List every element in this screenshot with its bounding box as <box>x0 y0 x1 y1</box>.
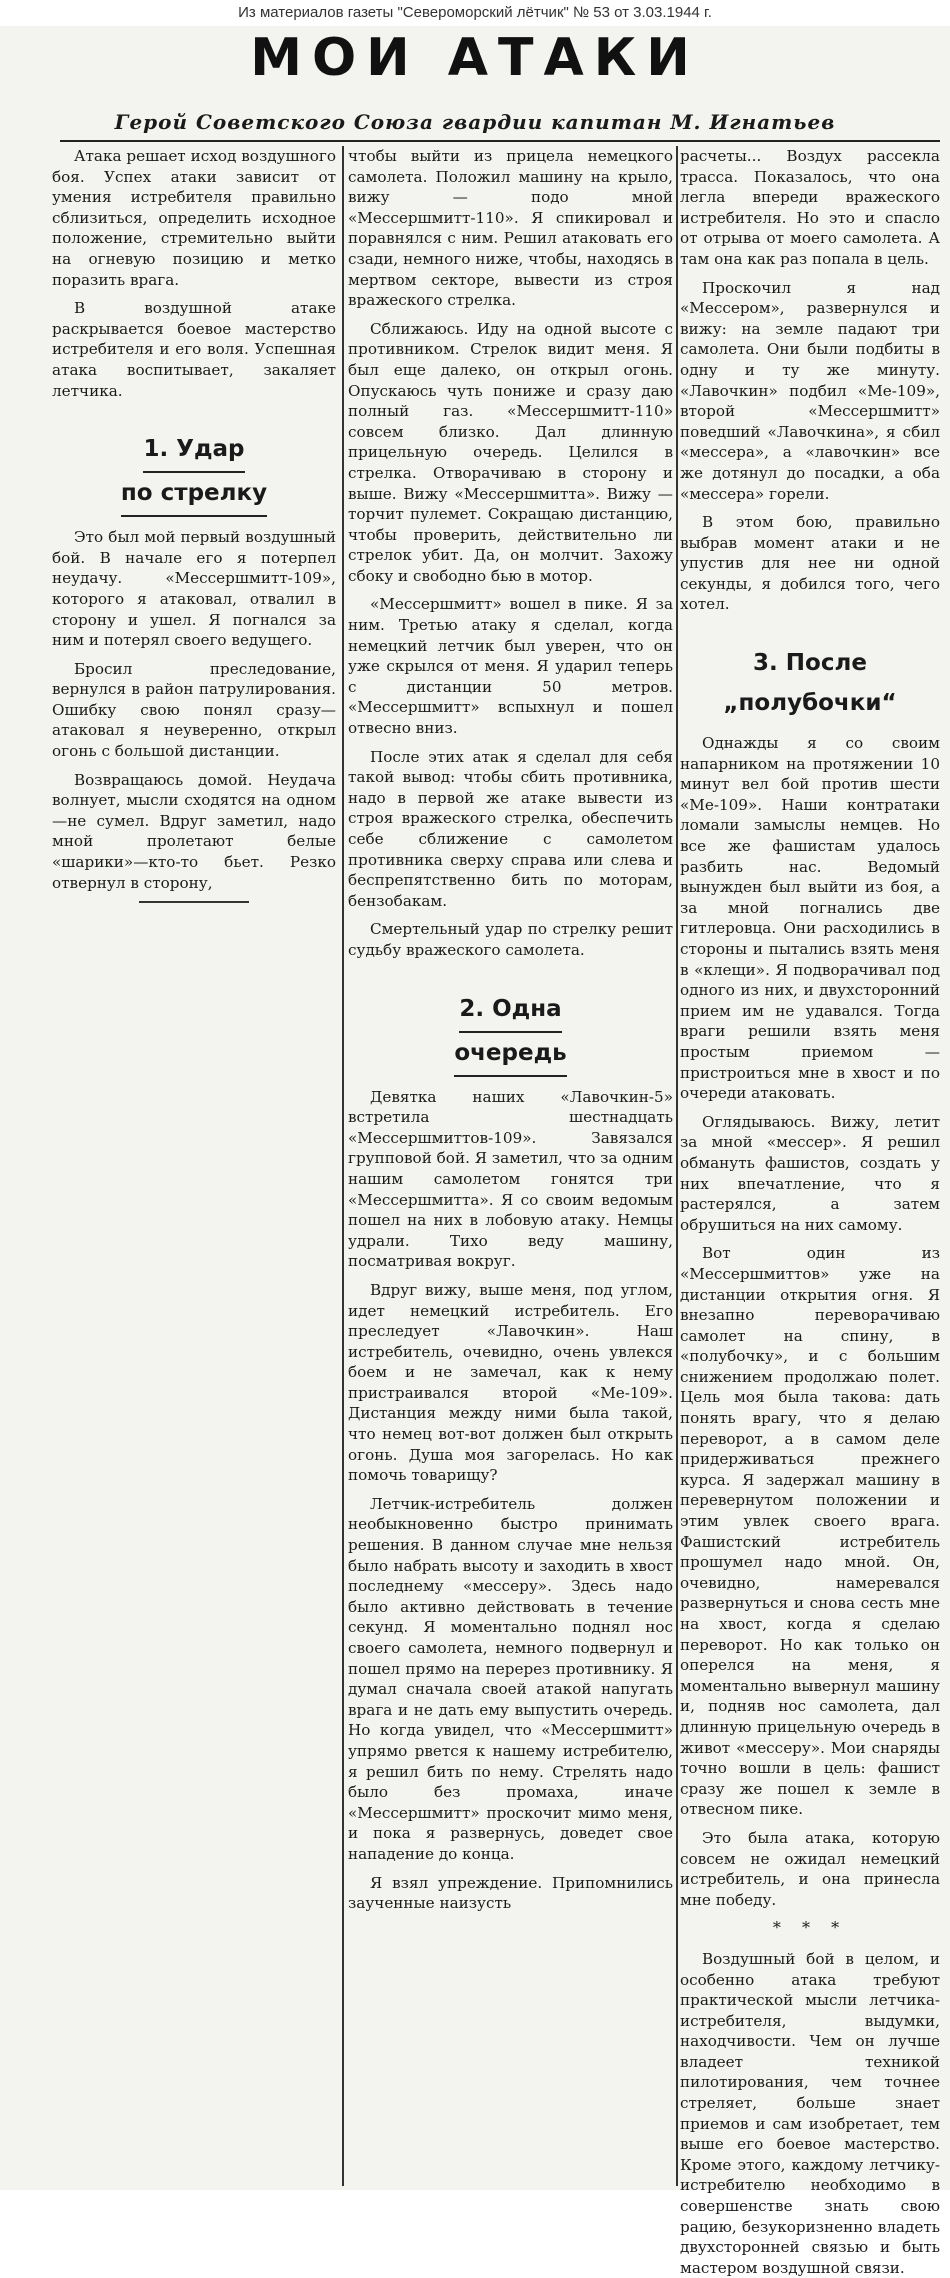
article-paragraph: чтобы выйти из прицела немецкого самолета. Положил машину на крыло, вижу — подо мной «Мессершмитт-110». Я спикировал и поравнялся с ним. Решил атаковать его сзади, немного ниже, чтобы, находясь в мертвом секторе, вывести из строя вражеского стрелка. <box>348 147 673 310</box>
article-paragraph: Оглядываюсь. Вижу, летит за мной «мессер». Я решил обмануть фашистов, создать у них впечатление, что я растерялся, а затем обрушиться на них самому. <box>680 1112 940 1234</box>
newspaper-page <box>0 26 950 2277</box>
intro-paragraph: Атака решает исход воздушного боя. Успех атаки зависит от умения истребителя правильно сблизиться, определить исходное положение, стремительно выйти на огневую позицию и метко поразить врага. <box>52 147 336 289</box>
section-3-subtitle: „полубочки“ <box>723 690 897 717</box>
section-divider-stars: * * * <box>772 1918 848 1938</box>
article-paragraph: Сближаюсь. Иду на одной высоте с противником. Стрелок видит меня. Я был еще далеко, он открыл огонь. Опускаюсь чуть пониже и сразу даю полный газ. «Мессершмитт-110» совсем близко. Дал длинную прицельную очередь. Целился в стрелка. Отворачиваю в сторону и выше. Вижу «Мессершмитта». Вижу — торчит пулемет. Сокращаю дистанцию, чтобы проверить, действительно ли стрелок убит. Да, он молчит. Захожу сбоку и свободно бью в мотор. <box>348 319 673 585</box>
article-paragraph: Вдруг вижу, выше меня, под углом, идет немецкий истребитель. Его преследует «Лавочкин». Наш истребитель, очевидно, очень увлекся боем и не замечал, как к нему пристраивался второй «Ме-109». Дистанция между ними была такой, что немец вот-вот должен был открыть огонь. Душа моя загорелась. Но как помочь товарищу? <box>348 1280 673 1485</box>
article-paragraph: Это была атака, которую совсем не ожидал немецкий истребитель, и она принесла мне победу. <box>680 1828 940 1909</box>
article-paragraph: Вот один из «Мессершмиттов» уже на дистанции открытия огня. Я внезапно переворачиваю самолет на спину, в «полубочку», и с большим снижением продолжаю полет. Цель моя была такова: дать понять врагу, что я делаю переворот, а в самом деле придерживаться прежнего курса. Я задержал машину в перевернутом положении и этим увлек своего врага. Фашистский истребитель прошумел надо мной. Он, очевидно, намеревался развернуться и снова сесть мне на хвост, когда я сделаю переворот. Но как только он оперелся на меня, я моментально вывернул машину и, подняв нос самолета, дал длинную прицельную очередь в живот «мессеру». Мои снаряды точно вошли в цель: фашист сразу же пошел к земле в отвесном пике. <box>680 1244 940 1819</box>
column-end-rule <box>139 901 249 903</box>
article-paragraph: В этом бою, правильно выбрав момент атаки и не упустив для нее ни одной секунды, я добился того, чего хотел. <box>680 513 940 614</box>
section-2-subtitle: очередь <box>348 1033 673 1077</box>
column-2 <box>348 146 673 2186</box>
section-1-subtitle: по стрелку <box>52 473 336 517</box>
article-paragraph: «Мессершмитт» вошел в пике. Я за ним. Третью атаку я сделал, когда немецкий летчик был уверен, что он уже скрылся от меня. Я ударил теперь с дистанции 50 метров. «Мессершмитт» вспыхнул и пошел отвесно вниз. <box>348 595 673 738</box>
intro-paragraph: В воздушной атаке раскрывается боевое мастерство истребителя и его воля. Успешная атака воспитывает, закаляет летчика. <box>52 299 336 400</box>
closing-paragraph: Воздушный бой в целом, и особенно атака требуют практической мысли летчика-истребителя, выдумки, находчивости. Чем он лучше владеет техникой пилотирования, чем точнее стреляет, больше знает приемов и сам изобретает, тем выше его боевое мастерство. Кроме этого, каждому летчику-истребителю необходимо в совершенстве знать свою рацию, безукоризненно владеть двухсторонней связью и быть мастером воздушной связи. <box>680 1949 940 2277</box>
page-caption: Из материалов газеты "Североморский лётчик" № 53 от 3.03.1944 г. <box>238 4 712 21</box>
article-paragraph: После этих атак я сделал для себя такой вывод: чтобы сбить противника, надо в первой же атаке вывести из строя вражеского стрелка, обеспечить себе сближение с самолетом противника сверху справа или слева и беспрепятственно бить по моторам, бензобакам. <box>348 747 673 910</box>
column-1 <box>52 146 336 906</box>
article-paragraph: расчеты... Воздух рассекла трасса. Показалось, что она легла впереди вражеского истребителя. Но это и спасло от отрыва от моего самолета. А там она как раз попала в цель. <box>680 147 940 268</box>
article-paragraph: Я взял упреждение. Припомнились заученные наизусть <box>348 1873 673 1913</box>
article-paragraph: Возвращаюсь домой. Неудача волнует, мысли сходятся на одном—не сумел. Вдруг заметил, надо мной пролетают белые «шарики»—кто-то бьет. Резко отвернул в сторону, <box>52 770 336 892</box>
column-rule <box>676 146 678 2186</box>
section-1-title: 1. Удар <box>52 429 336 473</box>
article-paragraph: Проскочил я над «Мессером», развернулся и вижу: на земле падают три самолета. Они были подбиты в одну и ту же минуту. «Лавочкин» подбил «Ме-109», второй «Мессершмитт» поведший «Лавочкина», я сбил «мессера», а «лавочкин» все же дотянул до посадки, а оба «мессера» горели. <box>680 278 940 503</box>
byline: Герой Советского Союза гвардии капитан М. Игнатьев <box>114 110 836 134</box>
header-rule <box>60 140 940 142</box>
column-3 <box>680 146 940 2277</box>
headline: МОИ АТАКИ <box>250 28 700 88</box>
article-paragraph: Девятка наших «Лавочкин-5» встретила шестнадцать «Мессершмиттов-109». Завязался групповой бой. Я заметил, что за одним нашим самолетом гонятся три «Мессершмитта». Я со своим ведомым пошел на них в лобовую атаку. Немцы удрали. Тихо веду машину, посматривая вокруг. <box>348 1087 673 1271</box>
section-3-title: 3. После <box>753 650 867 677</box>
section-2-title: 2. Одна <box>348 989 673 1033</box>
article-paragraph: Это был мой первый воздушный бой. В начале его я потерпел неудачу. «Мессершмитт-109», которого я атаковал, отвалил в сторону и ушел. Я погнался за ним и потерял своего ведущего. <box>52 528 336 650</box>
column-rule <box>342 146 344 2186</box>
article-paragraph: Однажды я со своим напарником на протяжении 10 минут вел бой против шести «Ме-109». Наши контратаки ломали замыслы немцев. Но все же фашистам удалось разбить нас. Ведомый вынужден был выйти из боя, а за мной погнались две гитлеровца. Они расходились в стороны и пытались взять меня в «клещи». Я подворачивал под одного из них, и двухсторонний прием им не удавался. Тогда враги решили взять меня простым приемом — пристроиться мне в хвост и по очереди атаковать. <box>680 734 940 1103</box>
article-paragraph: Смертельный удар по стрелку решит судьбу вражеского самолета. <box>348 920 673 959</box>
article-paragraph: Бросил преследование, вернулся в район патрулирования. Ошибку свою понял сразу—атаковал я неуверенно, открыл огонь с большой дистанции. <box>52 659 336 761</box>
article-paragraph: Летчик-истребитель должен необыкновенно быстро принимать решения. В данном случае мне нельзя было набрать высоту и заходить в хвост последнему «мессеру». Здесь надо было активно действовать в течение секунд. Я моментально поднял нос своего самолета, немного подвернул и пошел прямо на перерез противнику. Я думал сначала своей атакой напугать врага и не дать ему выпустить очередь. Но когда увидел, что «Мессершмитт» упрямо рвется к нашему истребителю, я решил бить по нему. Стрелять надо было без промаха, иначе «Мессершмитт» проскочит мимо меня, и пока я развернусь, доведет свое нападение до конца. <box>348 1494 673 1863</box>
